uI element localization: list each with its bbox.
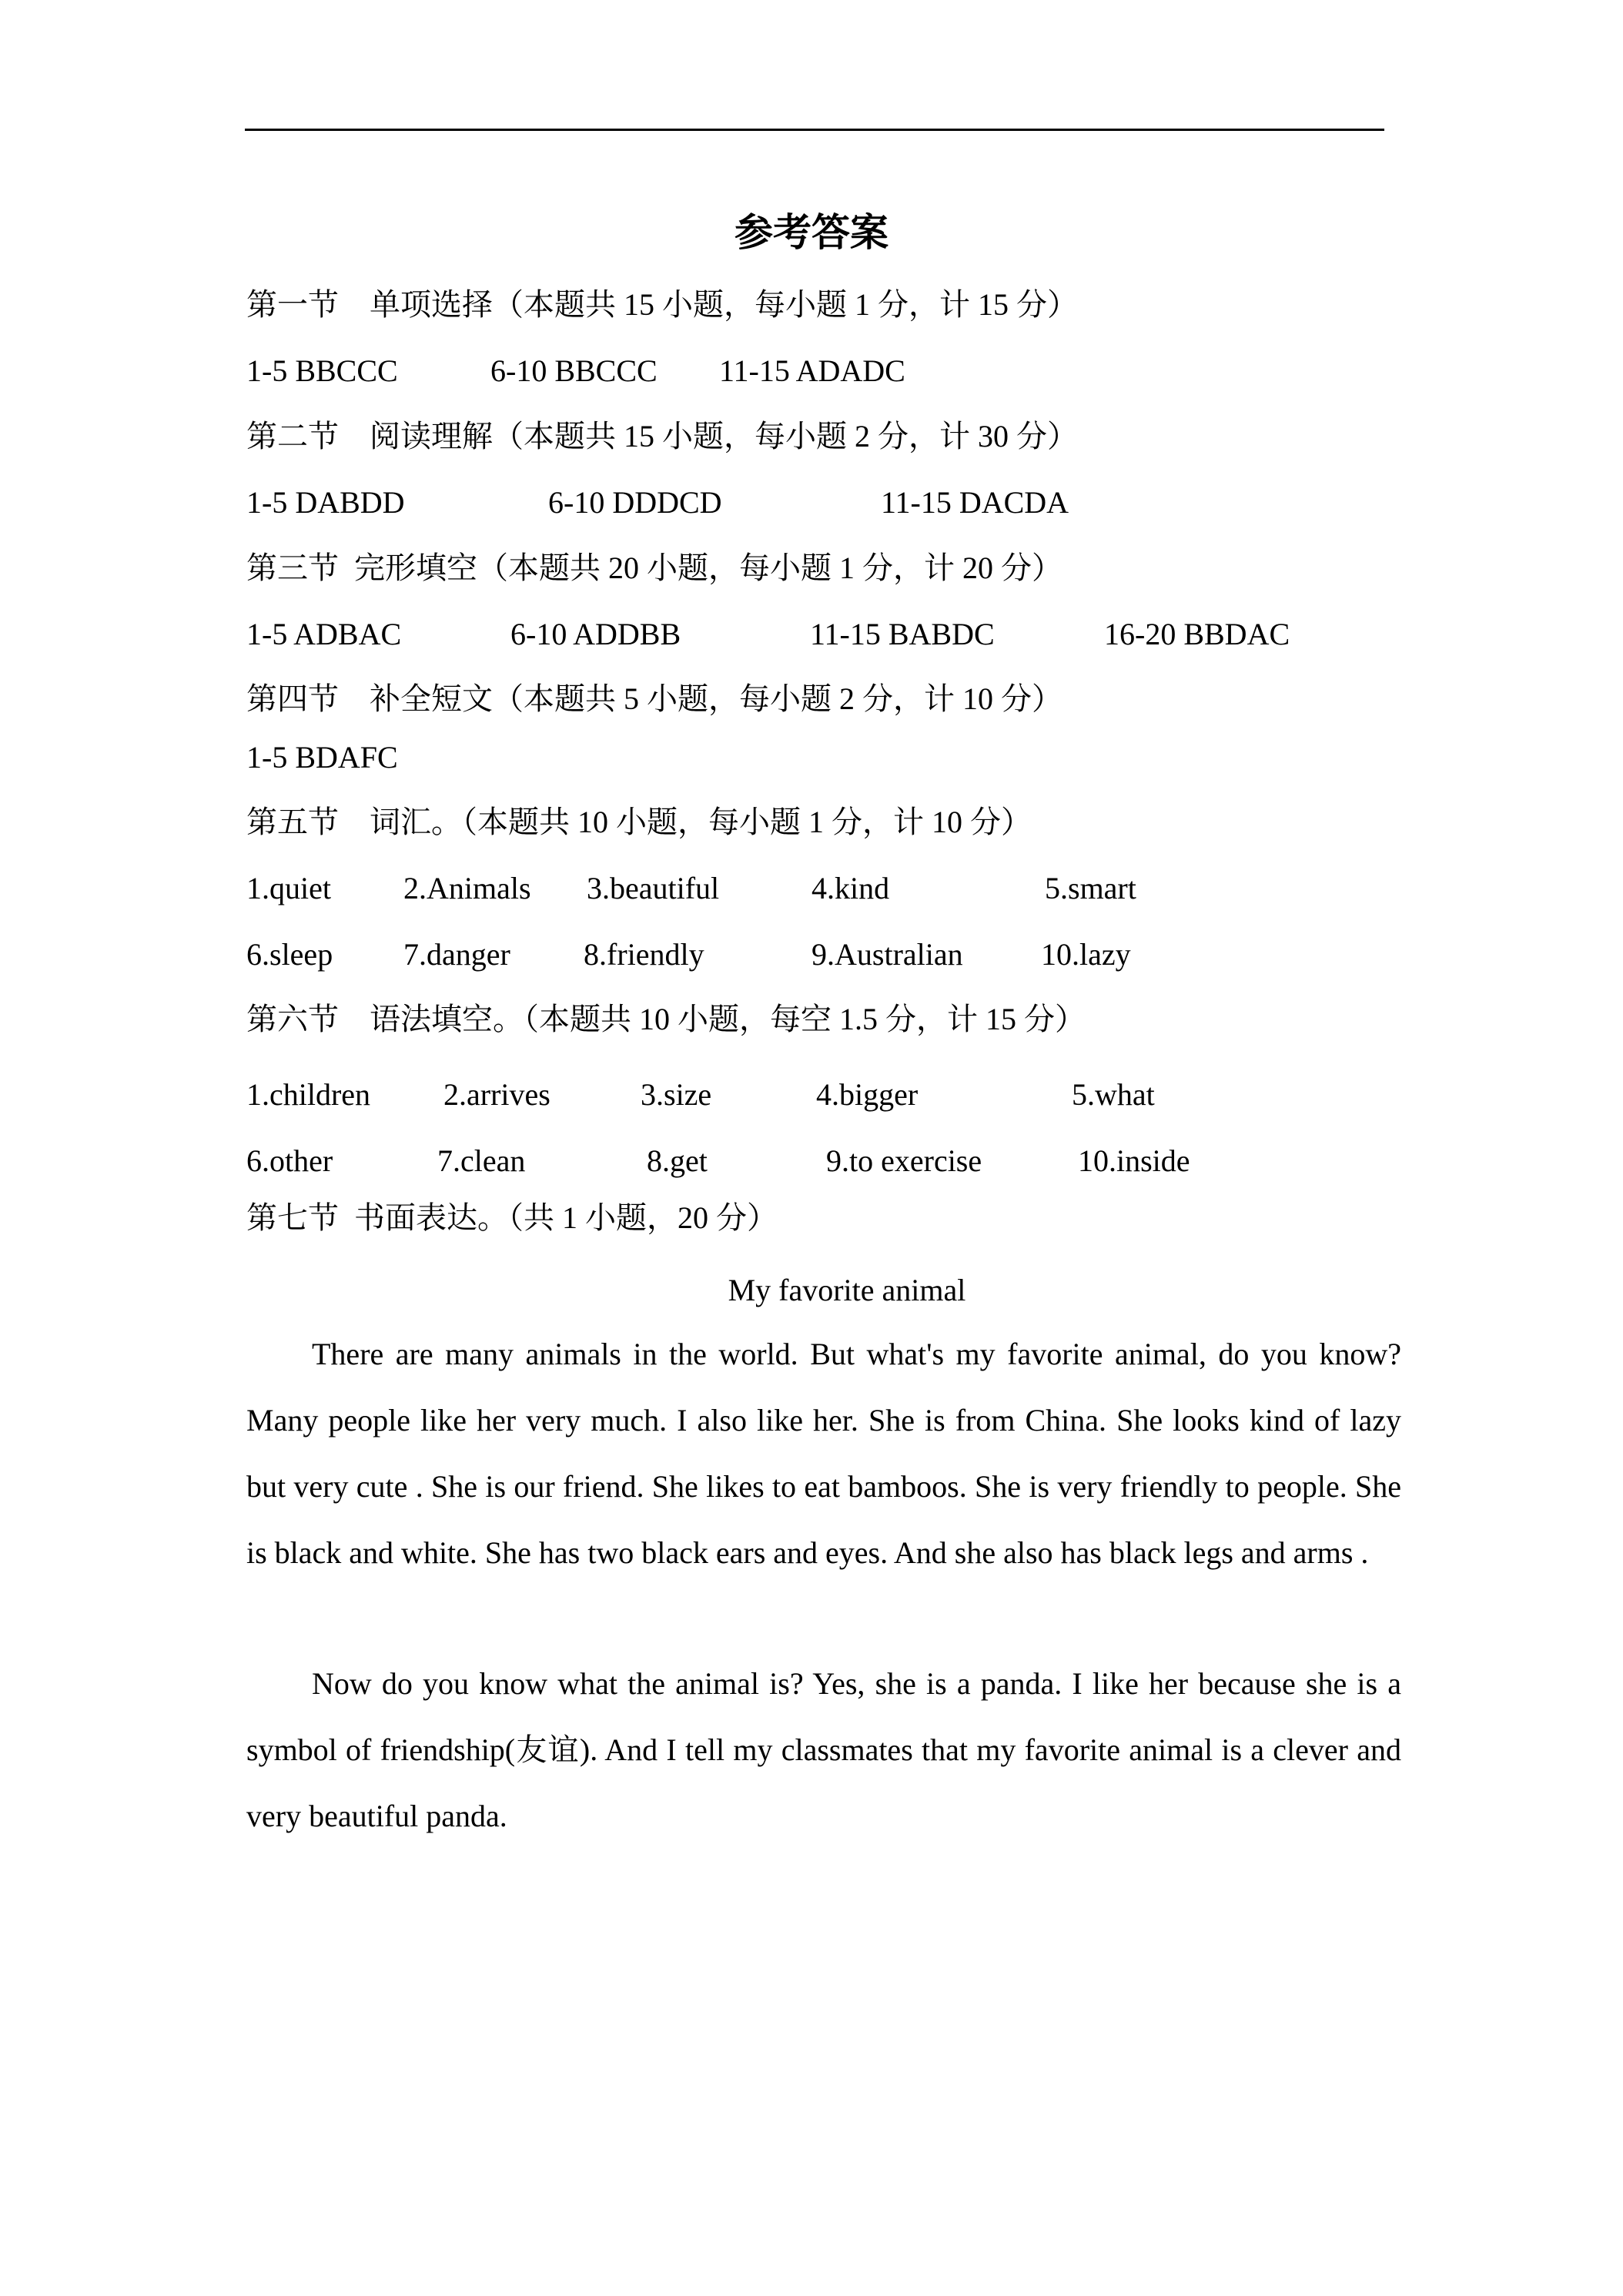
answer-word: 3.beautiful [587,871,720,905]
answer-group: 6-10 BBCCC [490,353,658,388]
answer-group: 11-15 BABDC [810,617,995,651]
section-7-heading: 第七节 书面表达。（共 1 小题，20 分） [246,1200,778,1235]
answer-word: 10.lazy [1041,937,1131,972]
answer-word: 7.danger [403,937,510,972]
essay-paragraph-1: There are many animals in the world. But what's my favorite animal, do you know? Many people like her very much. I also like her. She is from China. She looks kind of lazy but very cute . She is our friend. She likes to eat bamboos. She is very friendly to people. She is black and white. She has two black ears and eyes. And she also has black legs and arms . [246,1337,1401,1570]
answer-group: 6-10 ADDBB [510,617,681,651]
answer-group: 11-15 DACDA [881,485,1069,520]
answer-group: 1-5 DABDD [246,485,405,520]
answer-group: 11-15 ADADC [719,353,905,388]
section-4-heading: 第四节 补全短文（本题共 5 小题，每小题 2 分，计 10 分） [246,681,1062,716]
answer-group: 6-10 DDDCD [548,485,722,520]
answer-group: 1-5 ADBAC [246,617,402,651]
section-6-heading: 第六节 语法填空。（本题共 10 小题，每空 1.5 分，计 15 分） [246,1002,1086,1036]
page-title: 参考答案 [735,211,888,254]
answer-word: 4.bigger [816,1077,919,1112]
answer-word: 6.sleep [246,937,333,972]
answer-word: 1.children [246,1077,371,1112]
answer-word: 9.to exercise [826,1143,982,1178]
essay-title: My favorite animal [728,1273,966,1307]
answer-group: 1-5 BBCCC [246,353,398,388]
answer-group: 16-20 BBDAC [1104,617,1290,651]
answer-word: 5.smart [1045,871,1136,905]
answer-word: 3.size [641,1077,712,1112]
answer-word: 8.get [647,1143,708,1178]
answer-word: 5.what [1072,1077,1155,1112]
answer-word: 9.Australian [812,937,963,972]
answer-word: 2.arrives [443,1077,550,1112]
header-rule [245,129,1384,131]
section-2-heading: 第二节 阅读理解（本题共 15 小题，每小题 2 分，计 30 分） [246,419,1078,454]
section-1-heading: 第一节 单项选择（本题共 15 小题，每小题 1 分，计 15 分） [246,287,1078,322]
answer-word: 10.inside [1078,1143,1190,1178]
answer-word: 6.other [246,1143,333,1178]
essay-paragraph-2: Now do you know what the animal is? Yes, she is a panda. I like her because she is a symbol of friendship(友谊). And I tell my classmates that my favorite animal is a clever and very beautiful panda. [246,1666,1401,1833]
answer-word: 8.friendly [584,937,704,972]
answer-word: 7.clean [437,1143,526,1178]
answer-word: 4.kind [812,871,890,905]
answer-word: 2.Animals [403,871,531,905]
section-5-heading: 第五节 词汇。（本题共 10 小题，每小题 1 分，计 10 分） [246,805,1032,839]
answer-group: 1-5 BDAFC [246,740,398,775]
answer-word: 1.quiet [246,871,331,905]
section-3-heading: 第三节 完形填空（本题共 20 小题，每小题 1 分，计 20 分） [246,551,1062,585]
